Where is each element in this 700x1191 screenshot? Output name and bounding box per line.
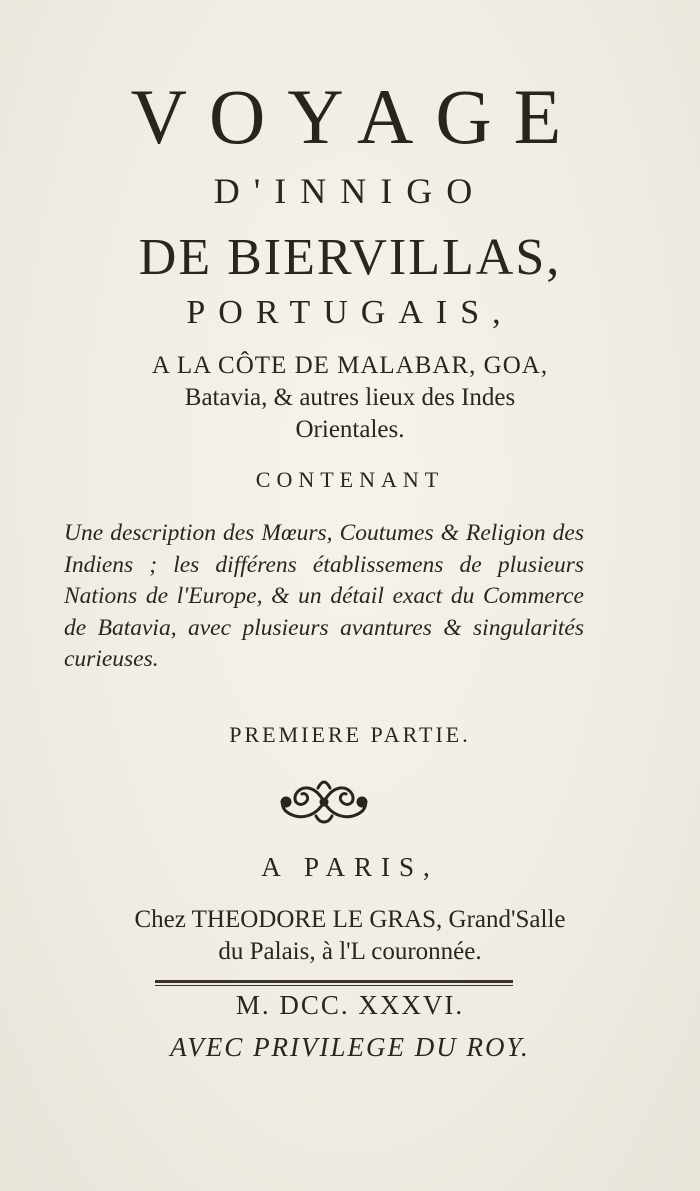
subtitle-malabar: A LA CÔTE DE MALABAR, GOA, (151, 352, 549, 379)
contenant-heading: CONTENANT (255, 467, 445, 492)
title-voyage: VOYAGE (130, 73, 584, 160)
divider-thin (155, 985, 513, 986)
subtitle-batavia: Batavia, & autres lieux des Indes (184, 384, 516, 411)
divider-thick (155, 980, 513, 983)
subtitle-orientales: Orientales. (295, 416, 405, 443)
imprint-year: M. DCC. XXXVI. (235, 990, 465, 1020)
title-portugais: PORTUGAIS, (186, 294, 514, 331)
printer-ornament-icon (272, 776, 376, 828)
imprint-privilege: AVEC PRIVILEGE DU ROY. (170, 1032, 530, 1062)
imprint-publisher-2: du Palais, à l'L couronnée. (218, 938, 482, 965)
title-dinnigo: D'INNIGO (213, 171, 487, 211)
contents-description: Une description des Mœurs, Coutumes & Religion des Indiens ; les différens établissemens de plusieurs Nations de l'Europe, & un détail exact du Commerce de Batavia, avec plusieurs avantures & singularités curieuses. (64, 520, 584, 673)
imprint-city: A PARIS, (261, 852, 439, 882)
part-label: PREMIERE PARTIE. (229, 722, 471, 747)
title-bierville: DE BIERVILLAS, (138, 229, 562, 286)
imprint-publisher-1: Chez THEODORE LE GRAS, Grand'Salle (134, 906, 566, 933)
